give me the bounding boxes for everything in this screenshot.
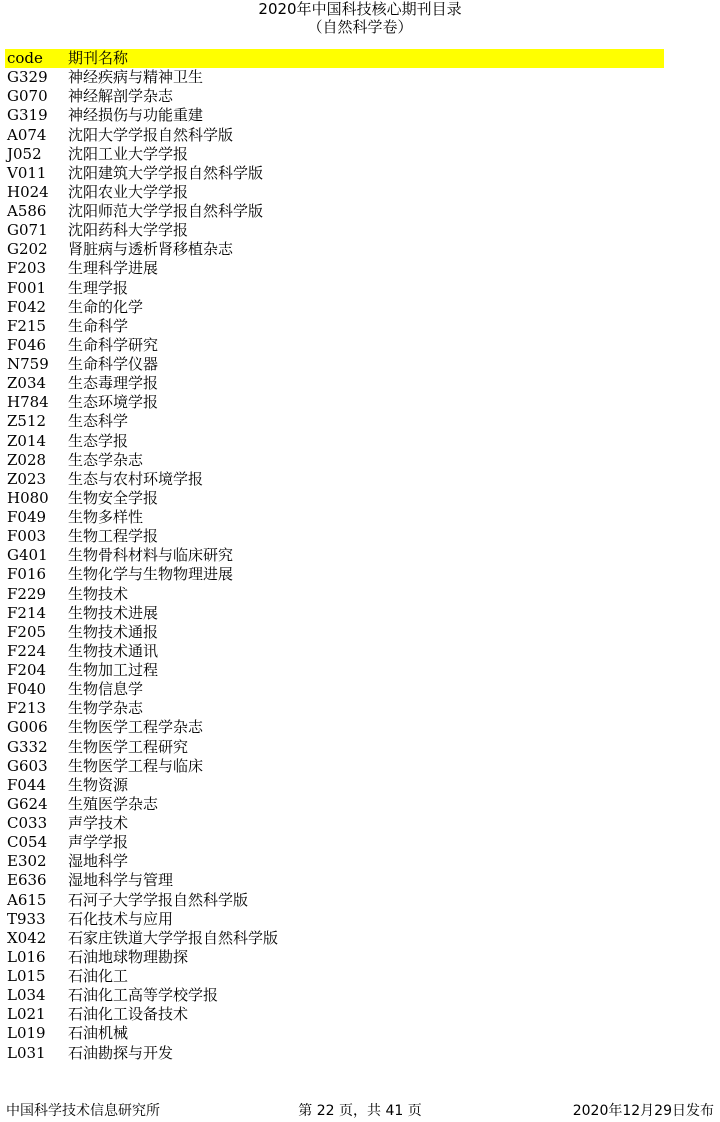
journal-code: L021	[7, 1005, 46, 1024]
journal-name: 肾脏病与透析肾移植杂志	[68, 240, 234, 259]
table-row	[5, 183, 664, 202]
journal-code: F046	[7, 335, 47, 354]
journal-code: F042	[7, 297, 47, 316]
table-row	[5, 929, 664, 948]
journal-name: 生殖医学杂志	[68, 794, 159, 813]
journal-code: H024	[7, 182, 49, 201]
table-row	[5, 1044, 664, 1063]
journal-code: Z028	[7, 450, 47, 469]
journal-code: G006	[7, 718, 48, 737]
journal-name: 生物安全学报	[68, 488, 159, 507]
journal-name: 石油勘探与开发	[68, 1043, 174, 1062]
journal-code: G603	[7, 756, 48, 775]
journal-name: 生物医学工程学杂志	[68, 718, 204, 737]
journal-name: 沈阳农业大学学报	[68, 182, 189, 201]
table-row	[5, 126, 664, 145]
table-row	[5, 795, 664, 814]
table-row	[5, 833, 664, 852]
journal-name: 生命科学研究	[68, 335, 159, 354]
table-row	[5, 1005, 664, 1024]
journal-name: 生物技术进展	[68, 603, 159, 622]
table-row	[5, 642, 664, 661]
journal-code: Z512	[7, 412, 47, 431]
journal-name: 湿地科学与管理	[68, 871, 174, 890]
table-row	[5, 699, 664, 718]
table-row	[5, 298, 664, 317]
journal-code: G329	[7, 68, 48, 87]
journal-code: E302	[7, 852, 47, 871]
journal-name: 生物加工过程	[68, 661, 159, 680]
journal-code: G401	[7, 546, 48, 565]
journal-name: 生物资源	[68, 775, 129, 794]
journal-code: G319	[7, 106, 48, 125]
table-row	[5, 986, 664, 1005]
table-row	[5, 317, 664, 336]
column-header-code: code	[7, 49, 43, 68]
table-row	[5, 814, 664, 833]
table-row	[5, 871, 664, 890]
journal-code: G202	[7, 240, 48, 259]
journal-code: F003	[7, 527, 47, 546]
journal-name: 石家庄铁道大学学报自然科学版	[68, 928, 279, 947]
table-row	[5, 623, 664, 642]
table-row	[5, 240, 664, 259]
table-row	[5, 279, 664, 298]
journal-code: G071	[7, 221, 48, 240]
journal-name: 沈阳师范大学学报自然科学版	[68, 202, 264, 221]
table-row	[5, 374, 664, 393]
table-row	[5, 470, 664, 489]
journal-code: F215	[7, 316, 47, 335]
table-row	[5, 891, 664, 910]
journal-name: 生命的化学	[68, 297, 144, 316]
page-footer	[0, 1101, 720, 1121]
table-row	[5, 967, 664, 986]
table-row	[5, 757, 664, 776]
table-row	[5, 87, 664, 106]
table-row	[5, 259, 664, 278]
table-row	[5, 106, 664, 125]
journal-code: H080	[7, 488, 49, 507]
table-row	[5, 661, 664, 680]
journal-code: F001	[7, 278, 47, 297]
journal-code: J052	[7, 144, 42, 163]
journal-name: 生物医学工程与临床	[68, 756, 204, 775]
journal-name: 生命科学	[68, 316, 129, 335]
journal-name: 生物工程学报	[68, 527, 159, 546]
journal-name: 生态学杂志	[68, 450, 144, 469]
journal-code: X042	[7, 928, 47, 947]
table-row	[5, 604, 664, 623]
journal-name: 石河子大学学报自然科学版	[68, 890, 249, 909]
journal-code: Z014	[7, 431, 47, 450]
table-row	[5, 718, 664, 737]
journal-name: 生态科学	[68, 412, 129, 431]
table-row	[5, 145, 664, 164]
document-title: 2020年中国科技核心期刊目录	[258, 0, 462, 18]
journal-code: T933	[7, 909, 46, 928]
journal-name: 生物技术通讯	[68, 641, 159, 660]
journal-code: L034	[7, 986, 46, 1005]
journal-code: F203	[7, 259, 47, 278]
journal-code: N759	[7, 355, 49, 374]
column-header-name: 期刊名称	[68, 49, 129, 68]
journal-name: 神经损伤与功能重建	[68, 106, 204, 125]
journal-name: 生命科学仪器	[68, 355, 159, 374]
journal-name: 生态环境学报	[68, 393, 159, 412]
journal-name: 石油化工设备技术	[68, 1005, 189, 1024]
table-row	[5, 68, 664, 87]
table-row	[5, 432, 664, 451]
table-body	[5, 68, 664, 1063]
table-row	[5, 221, 664, 240]
journal-name: 石油机械	[68, 1024, 129, 1043]
journal-code: C054	[7, 833, 48, 852]
table-row	[5, 451, 664, 470]
journal-name: 生理学报	[68, 278, 129, 297]
table-row	[5, 948, 664, 967]
table-row	[5, 393, 664, 412]
publisher-name: 中国科学技术信息研究所	[6, 1103, 160, 1119]
table-row	[5, 508, 664, 527]
journal-code: L031	[7, 1043, 46, 1062]
table-row	[5, 1024, 664, 1043]
journal-name: 沈阳大学学报自然科学版	[68, 125, 234, 144]
table-row	[5, 852, 664, 871]
journal-name: 生态毒理学报	[68, 374, 159, 393]
journal-name: 声学技术	[68, 814, 129, 833]
journal-name: 石油化工高等学校学报	[68, 986, 219, 1005]
journal-name: 生物医学工程研究	[68, 737, 189, 756]
table-row	[5, 546, 664, 565]
journal-name: 沈阳工业大学学报	[68, 144, 189, 163]
journal-name: 声学学报	[68, 833, 129, 852]
table-row	[5, 336, 664, 355]
journal-code: F224	[7, 641, 47, 660]
table-row	[5, 738, 664, 757]
journal-code: F214	[7, 603, 47, 622]
journal-name: 石油化工	[68, 967, 129, 986]
journal-name: 生物信息学	[68, 680, 144, 699]
table-row	[5, 412, 664, 431]
journal-code: F204	[7, 661, 47, 680]
journal-name: 生物多样性	[68, 508, 144, 527]
journal-name: 沈阳药科大学学报	[68, 221, 189, 240]
table-row	[5, 565, 664, 584]
journal-name: 神经疾病与精神卫生	[68, 68, 204, 87]
journal-name: 石化技术与应用	[68, 909, 174, 928]
journal-name: 生物技术	[68, 584, 129, 603]
journal-name: 生物技术通报	[68, 622, 159, 641]
journal-name: 石油地球物理勘探	[68, 947, 189, 966]
table-row	[5, 527, 664, 546]
journal-code: F016	[7, 565, 47, 584]
table-row	[5, 202, 664, 221]
journal-name: 神经解剖学杂志	[68, 87, 174, 106]
journal-code: E636	[7, 871, 47, 890]
journal-code: F229	[7, 584, 47, 603]
journal-code: L016	[7, 947, 46, 966]
journal-code: A615	[7, 890, 47, 909]
journal-name: 生理科学进展	[68, 259, 159, 278]
journal-code: H784	[7, 393, 49, 412]
journal-code: F049	[7, 508, 47, 527]
journal-code: G624	[7, 794, 48, 813]
table-row	[5, 910, 664, 929]
journal-code: L019	[7, 1024, 46, 1043]
table-row	[5, 164, 664, 183]
journal-name: 沈阳建筑大学学报自然科学版	[68, 163, 264, 182]
journal-name: 生物骨科材料与临床研究	[68, 546, 234, 565]
journal-name: 生态与农村环境学报	[68, 469, 204, 488]
journal-code: C033	[7, 814, 48, 833]
journal-code: Z023	[7, 469, 47, 488]
journal-name: 生物学杂志	[68, 699, 144, 718]
table-row	[5, 776, 664, 795]
journal-code: F205	[7, 622, 47, 641]
table-row	[5, 489, 664, 508]
document-header	[0, 0, 720, 36]
journal-code: V011	[7, 163, 47, 182]
journal-code: F044	[7, 775, 47, 794]
page-number: 第 22 页，共 41 页	[298, 1103, 422, 1119]
journal-code: F213	[7, 699, 47, 718]
table-row	[5, 355, 664, 374]
table-header-row	[5, 49, 664, 68]
journal-name: 生态学报	[68, 431, 129, 450]
journal-code: L015	[7, 967, 46, 986]
journal-name: 生物化学与生物物理进展	[68, 565, 234, 584]
journal-table	[5, 49, 664, 1063]
journal-code: A074	[7, 125, 47, 144]
table-row	[5, 680, 664, 699]
release-date: 2020年12月29日发布	[572, 1103, 714, 1119]
document-subtitle: （自然科学卷）	[307, 18, 413, 36]
journal-code: G070	[7, 87, 48, 106]
journal-code: F040	[7, 680, 47, 699]
journal-code: Z034	[7, 374, 47, 393]
table-row	[5, 585, 664, 604]
journal-code: A586	[7, 202, 47, 221]
journal-name: 湿地科学	[68, 852, 129, 871]
journal-code: G332	[7, 737, 48, 756]
